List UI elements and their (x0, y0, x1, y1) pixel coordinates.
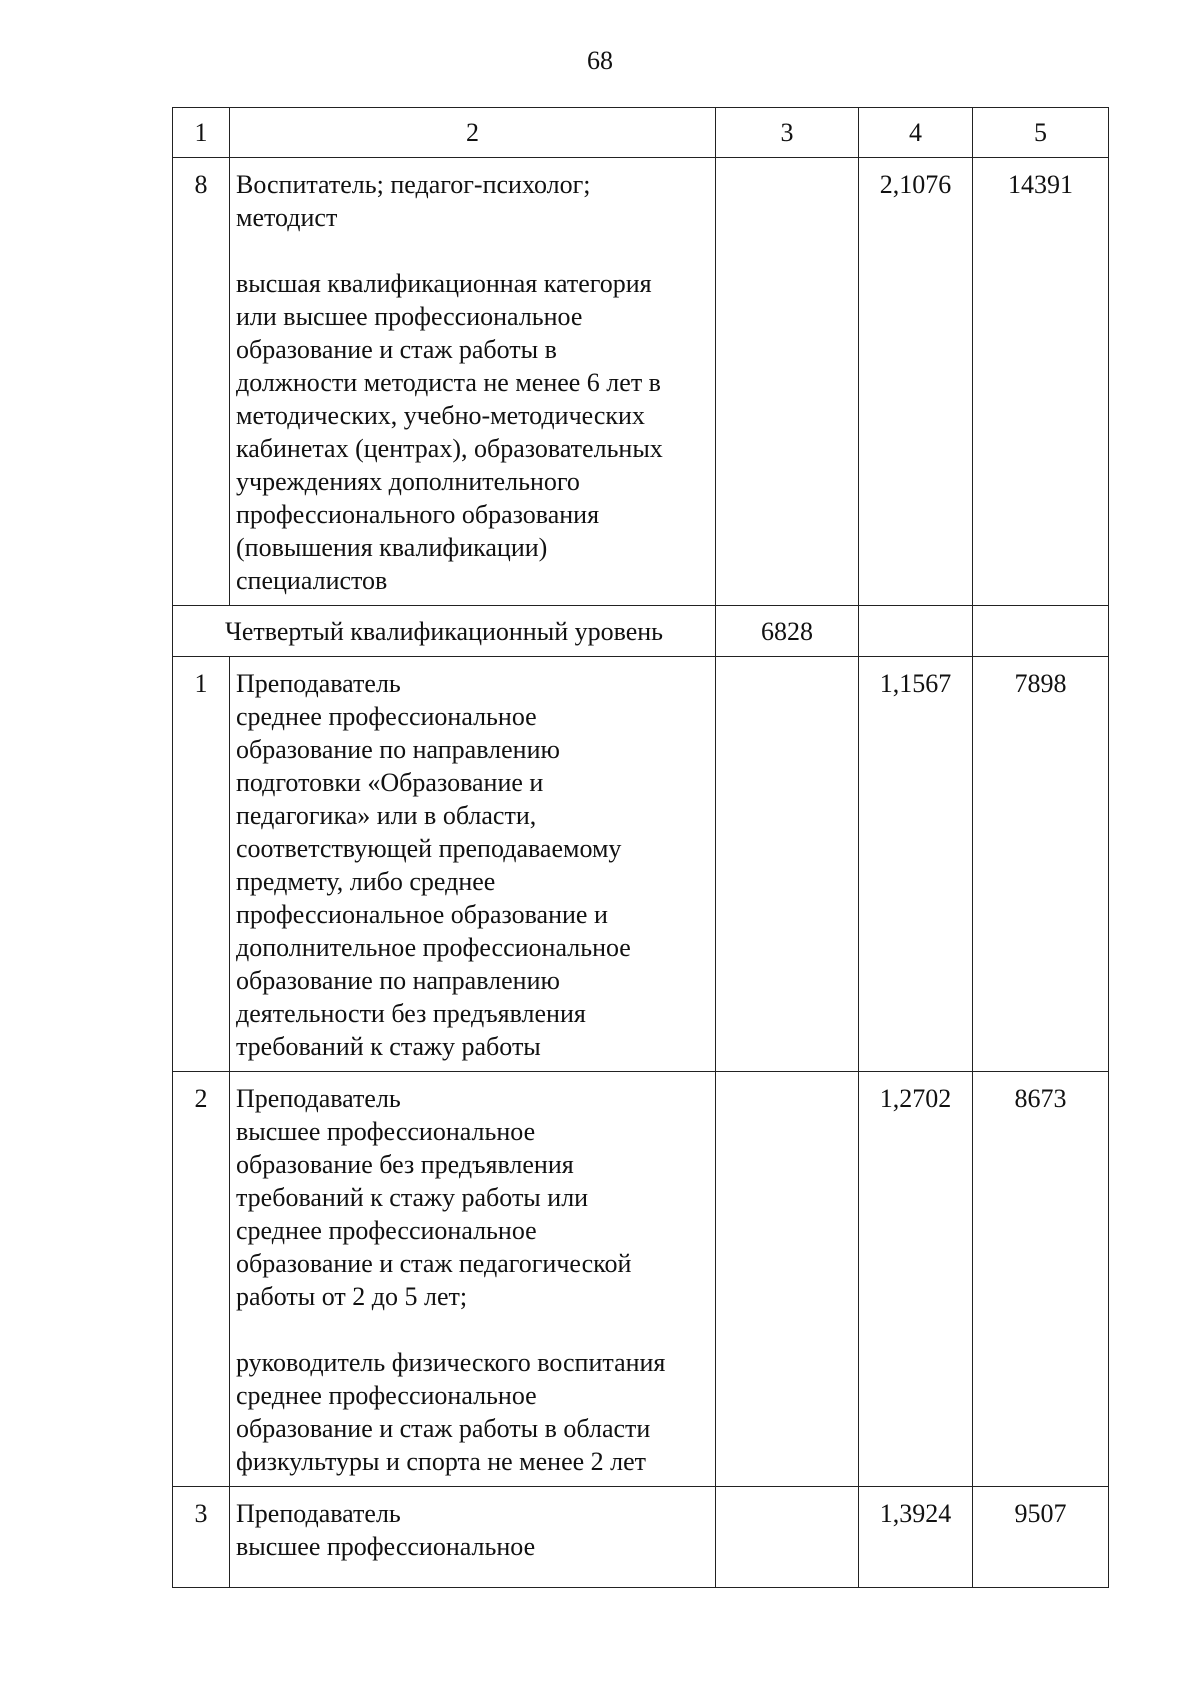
text-line: Преподаватель (236, 1499, 401, 1528)
page-number: 68 (587, 46, 613, 75)
base-salary-cell (716, 1487, 859, 1588)
table-row (173, 1487, 1109, 1588)
text-line: Преподаватель (236, 1084, 401, 1113)
base-salary-cell (716, 1072, 859, 1487)
text-line: руководитель физического воспитания (236, 1348, 666, 1377)
table-row (173, 158, 1109, 606)
text-line: кабинетах (центрах), образовательных (236, 434, 663, 463)
text-line: или высшее профессиональное (236, 302, 583, 331)
text-line: образование и стаж работы в (236, 335, 557, 364)
salary-cell: 14391 (973, 158, 1109, 606)
text-line: образование и стаж педагогической (236, 1249, 632, 1278)
header-cell: 2 (230, 108, 716, 158)
text-line: высшая квалификационная категория (236, 269, 652, 298)
text-line: соответствующей преподаваемому (236, 834, 622, 863)
text-line: Преподаватель (236, 669, 401, 698)
text-line: педагогика» или в области, (236, 801, 537, 830)
text-line: профессиональное образование и (236, 900, 608, 929)
salary-cell: 8673 (973, 1072, 1109, 1487)
row-number: 3 (173, 1487, 230, 1588)
coefficient-cell: 2,1076 (859, 158, 973, 606)
text-line: среднее профессиональное (236, 702, 537, 731)
base-salary-cell: 6828 (716, 606, 859, 657)
text-line: профессионального образования (236, 500, 600, 529)
position-description (230, 1072, 716, 1487)
text-line: среднее профессиональное (236, 1381, 537, 1410)
coefficient-cell: 1,3924 (859, 1487, 973, 1588)
header-cell: 1 (173, 108, 230, 158)
salary-cell (973, 606, 1109, 657)
coefficient-cell: 1,1567 (859, 657, 973, 1072)
row-number: 8 (173, 158, 230, 606)
text-line: образование без предъявления (236, 1150, 574, 1179)
position-description (230, 1487, 716, 1588)
base-salary-cell (716, 158, 859, 606)
position-description (230, 158, 716, 606)
header-cell: 4 (859, 108, 973, 158)
text-line: высшее профессиональное (236, 1532, 536, 1561)
text-line: подготовки «Образование и (236, 768, 544, 797)
text-line: образование по направлению (236, 735, 560, 764)
text-line: требований к стажу работы или (236, 1183, 589, 1212)
text-line: специалистов (236, 566, 388, 595)
qualification-level-row (173, 606, 1109, 657)
row-number: 1 (173, 657, 230, 1072)
text-line: образование по направлению (236, 966, 560, 995)
text-line: (повышения квалификации) (236, 533, 548, 562)
text-line: высшее профессиональное (236, 1117, 536, 1146)
text-line: предмету, либо среднее (236, 867, 496, 896)
coefficient-cell (859, 606, 973, 657)
text-line: методист (236, 203, 338, 232)
text-line: требований к стажу работы (236, 1032, 541, 1061)
header-cell: 3 (716, 108, 859, 158)
salary-table (172, 107, 1109, 1588)
text-line: методических, учебно-методических (236, 401, 645, 430)
table-row (173, 657, 1109, 1072)
base-salary-cell (716, 657, 859, 1072)
text-line: учреждениях дополнительного (236, 467, 580, 496)
text-line: Воспитатель; педагог-психолог; (236, 170, 591, 199)
qualification-level-label: Четвертый квалификационный уровень (173, 606, 716, 657)
text-line: среднее профессиональное (236, 1216, 537, 1245)
table-header-row (173, 108, 1109, 158)
position-description (230, 657, 716, 1072)
text-line: образование и стаж работы в области (236, 1414, 651, 1443)
salary-cell: 9507 (973, 1487, 1109, 1588)
text-line: дополнительное профессиональное (236, 933, 631, 962)
text-line: физкультуры и спорта не менее 2 лет (236, 1447, 647, 1476)
coefficient-cell: 1,2702 (859, 1072, 973, 1487)
header-cell: 5 (973, 108, 1109, 158)
text-line: должности методиста не менее 6 лет в (236, 368, 661, 397)
salary-cell: 7898 (973, 657, 1109, 1072)
text-line: работы от 2 до 5 лет; (236, 1282, 468, 1311)
row-number: 2 (173, 1072, 230, 1487)
table-row (173, 1072, 1109, 1487)
text-line: деятельности без предъявления (236, 999, 586, 1028)
